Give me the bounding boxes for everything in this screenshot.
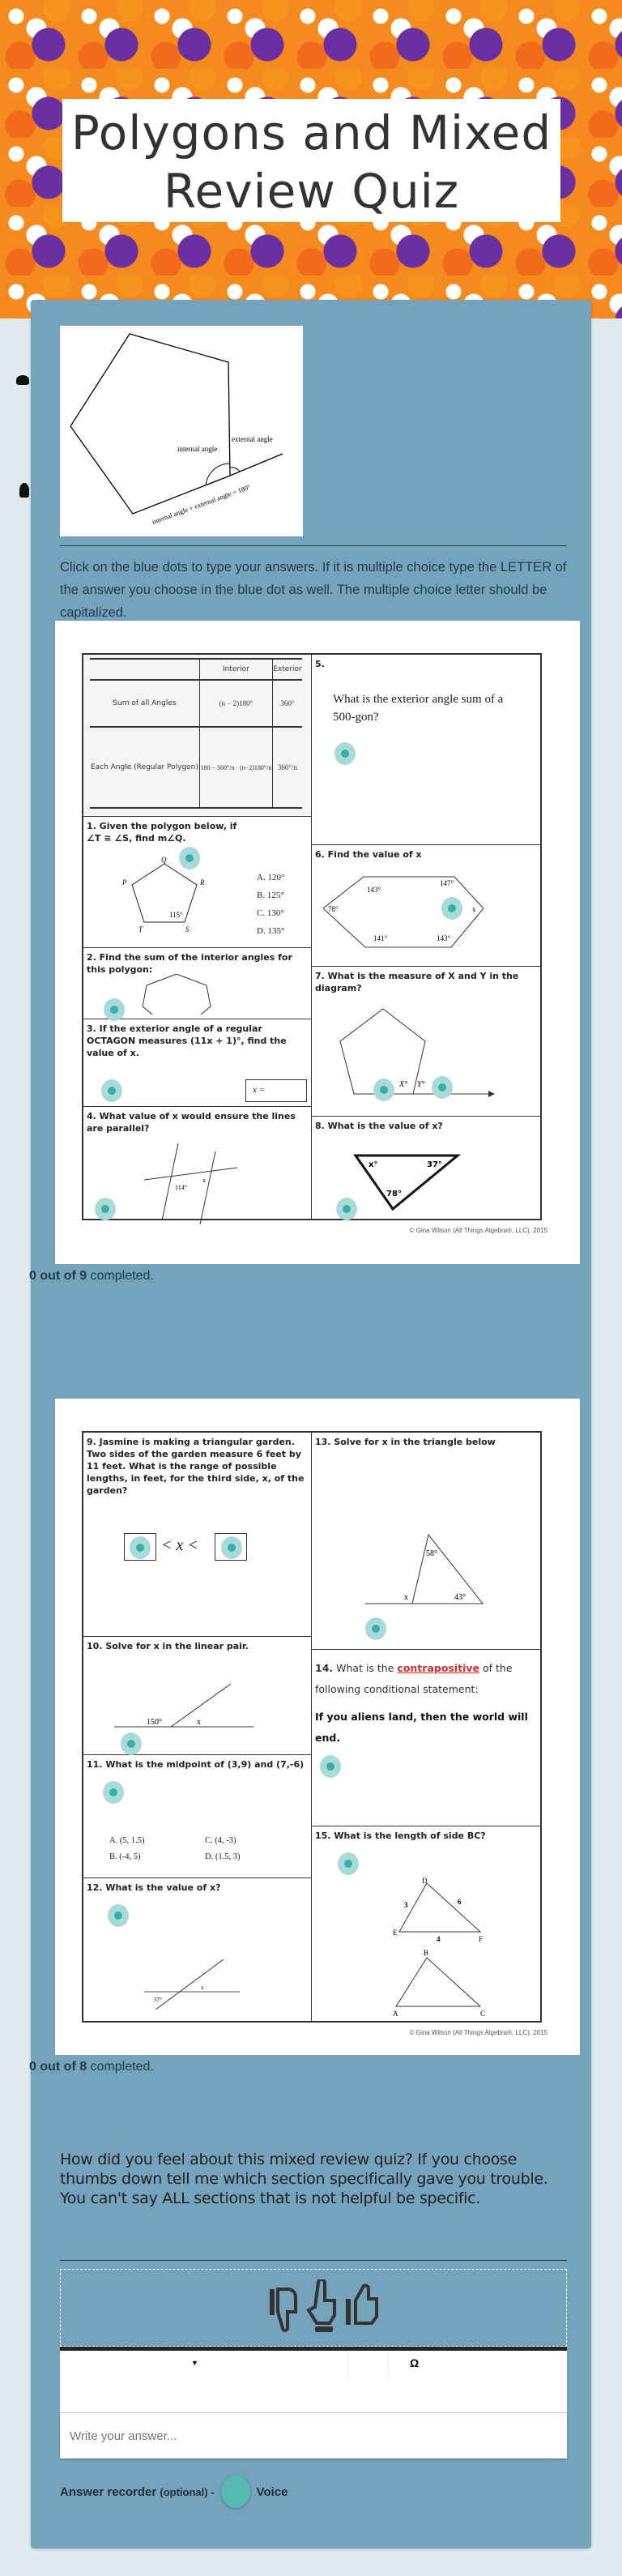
- thumbs-down-icon[interactable]: [268, 2284, 300, 2333]
- svg-text:115°: 115°: [169, 911, 183, 919]
- question-text: 12. What is the value of x?: [87, 1882, 221, 1893]
- question-10: [83, 1637, 311, 1755]
- svg-text:F: F: [479, 1935, 484, 1943]
- feedback-prompt: How did you feel about this mixed review quiz? If you choose thumbs down tell me which section specifically gave you trouble. You can't say ALL sections that is not helpful be specific.: [60, 2151, 548, 2207]
- q11-choices-right: C. (4, -3) D. (1.5, 3): [205, 1836, 241, 1861]
- answer-dot-q4[interactable]: [95, 1198, 116, 1220]
- question-text: 10. Solve for x in the linear pair.: [87, 1641, 249, 1651]
- instructions-text: Click on the blue dots to type your answers. If it is multiple choice type the LETTER of the answer you choose in the blue dot as well. The multiple choice letter should be capitalized.: [60, 560, 567, 620]
- question-11: [83, 1755, 311, 1878]
- svg-text:58°: 58°: [426, 1549, 437, 1558]
- question-text: 8. What is the value of x?: [315, 1121, 443, 1131]
- question-text: 13. Solve for x in the triangle below: [315, 1437, 496, 1447]
- question-1: [83, 817, 311, 948]
- bat-icon: [19, 483, 29, 498]
- question-text: What is the exterior angle sum of a 500-gon?: [333, 693, 504, 724]
- question-3: [83, 1019, 311, 1107]
- question-text: 11. What is the midpoint of (3,9) and (7,-6): [87, 1759, 305, 1770]
- question-text: 15. What is the length of side BC?: [315, 1831, 486, 1841]
- question-text: 2. Find the sum of the interior angles for this polygon:: [87, 952, 292, 975]
- svg-text:R: R: [200, 878, 205, 886]
- svg-text:43°: 43°: [454, 1593, 466, 1602]
- q1-choices: A. 120° B. 125° C. 130° D. 135°: [257, 873, 285, 936]
- svg-text:E: E: [393, 1929, 398, 1937]
- answer-dot-q10[interactable]: [121, 1732, 142, 1755]
- answer-dot-q7-x[interactable]: [373, 1079, 394, 1101]
- question-5: [312, 655, 540, 845]
- question-text: 3. If the exterior angle of a regular OCTAGON measures (11x + 1)°, find the value of x.: [87, 1023, 287, 1058]
- question-6: [312, 845, 540, 967]
- svg-text:37°: 37°: [427, 1160, 442, 1169]
- inequality: < x <: [161, 1536, 198, 1554]
- q11-choices-left: A. (5, 1.5) B. (-4, 5): [109, 1836, 145, 1861]
- question-4: [83, 1107, 311, 1222]
- svg-text:B: B: [424, 1949, 429, 1957]
- svg-text:X°: X°: [399, 1080, 408, 1089]
- svg-text:37°: 37°: [154, 1997, 162, 2003]
- halloween-banner: [0, 0, 622, 318]
- svg-text:141°: 141°: [373, 934, 388, 942]
- answer-dot-q12[interactable]: [108, 1904, 129, 1927]
- answer-input[interactable]: [60, 2413, 567, 2459]
- svg-text:S: S: [185, 925, 190, 933]
- answer-dot-q5[interactable]: [334, 742, 356, 765]
- divider: [60, 545, 567, 546]
- rich-text-area[interactable]: [60, 2381, 567, 2413]
- question-13: [312, 1433, 540, 1650]
- conditional-statement: If you aliens land, then the world will end.: [315, 1711, 528, 1744]
- editor-toolbar: [60, 2347, 567, 2381]
- special-characters-button[interactable]: Ω: [410, 2356, 420, 2369]
- worksheet-1: [55, 621, 580, 1264]
- question-7: [312, 967, 540, 1117]
- question-9: [83, 1433, 311, 1637]
- answer-dot-q9-high[interactable]: [221, 1536, 242, 1559]
- record-voice-button[interactable]: [221, 2476, 250, 2508]
- question-text: 14. What is the contrapositive of the following conditional statement:: [315, 1662, 513, 1695]
- svg-text:x: x: [197, 1718, 201, 1727]
- svg-text:A: A: [393, 2010, 398, 2016]
- polygon-angle-diagram: [60, 326, 303, 536]
- svg-text:P: P: [122, 878, 127, 886]
- font-dropdown-chevron-icon[interactable]: ▼: [191, 2359, 198, 2367]
- external-angle-label: external angle: [232, 435, 273, 443]
- svg-text:T: T: [138, 925, 143, 933]
- svg-text:x: x: [201, 1984, 204, 1991]
- answer-dot-q13[interactable]: [365, 1617, 386, 1640]
- question-8: [312, 1117, 540, 1222]
- svg-text:150°: 150°: [147, 1718, 162, 1727]
- bat-icon: [16, 375, 29, 385]
- question-text: 4. What value of x would ensure the lines are parallel?: [87, 1111, 296, 1134]
- svg-text:x: x: [472, 905, 476, 913]
- answer-dot-q7-y[interactable]: [432, 1076, 453, 1099]
- svg-text:D: D: [422, 1877, 428, 1885]
- title-line-1: Polygons and Mixed: [70, 105, 552, 160]
- question-12: [83, 1878, 311, 2024]
- svg-text:147°: 147°: [440, 879, 454, 887]
- pointing-hand-icon[interactable]: [305, 2279, 339, 2336]
- svg-text:C: C: [480, 2010, 486, 2016]
- svg-text:6: 6: [458, 1898, 462, 1906]
- rating-options: [60, 2269, 567, 2347]
- page-title: [62, 99, 560, 222]
- question-2: [83, 948, 311, 1019]
- svg-text:x: x: [202, 1177, 206, 1184]
- svg-text:143°: 143°: [367, 886, 381, 894]
- copyright: © Gina Wilson (All Things Algebra®, LLC), 2015: [409, 2029, 547, 2036]
- question-text: 1. Given the polygon below, if ∠T ≅ ∠S, find m∠Q.: [87, 821, 237, 844]
- title-line-2: Review Quiz: [163, 164, 460, 219]
- svg-text:78°: 78°: [328, 905, 339, 913]
- answer-dot-q6[interactable]: [441, 897, 462, 920]
- svg-text:x°: x°: [369, 1160, 378, 1169]
- svg-text:143°: 143°: [437, 934, 451, 942]
- voice-label: Voice: [256, 2484, 288, 2499]
- question-number: 5.: [315, 659, 325, 669]
- question-text: 6. Find the value of x: [315, 849, 422, 860]
- answer-dot-q15[interactable]: [338, 1852, 359, 1875]
- answer-dot-q11[interactable]: [103, 1781, 124, 1804]
- answer-dot-q9-low[interactable]: [130, 1536, 151, 1559]
- question-text: 9. Jasmine is making a triangular garden. Two sides of the garden measure 6 feet by 11 feet. What is the range of possible lengths, in feet, for the third side, x, of the garden?: [87, 1437, 305, 1496]
- svg-text:Y°: Y°: [417, 1080, 425, 1089]
- svg-text:3: 3: [404, 1901, 408, 1909]
- svg-text:114°: 114°: [175, 1184, 187, 1191]
- answer-recorder: Answer recorder (optional) - Voice: [60, 2476, 288, 2508]
- answer-dot-q3[interactable]: [101, 1079, 122, 1102]
- answer-dot-q8[interactable]: [336, 1198, 357, 1220]
- thumbs-up-icon[interactable]: [344, 2283, 380, 2331]
- question-14: [312, 1650, 540, 1826]
- svg-text:Q: Q: [161, 856, 167, 864]
- question-15: [312, 1826, 540, 2024]
- angle-sum-equation: internal angle + external angle = 180°: [151, 482, 252, 526]
- internal-angle-label: internal angle: [177, 445, 218, 453]
- question-text: 7. What is the measure of X and Y in the diagram?: [315, 971, 519, 993]
- worksheet-2: [55, 1399, 580, 2055]
- completion-status-2: 0 out of 8 completed.: [29, 2060, 154, 2074]
- x-answer-box: x =: [245, 1079, 307, 1102]
- svg-text:4: 4: [437, 1935, 441, 1943]
- divider: [60, 2260, 567, 2261]
- answer-dot-q14[interactable]: [320, 1755, 341, 1778]
- copyright: © Gina Wilson (All Things Algebra®, LLC), 2015: [409, 1227, 547, 1234]
- svg-text:x: x: [404, 1593, 408, 1602]
- svg-text:78°: 78°: [386, 1190, 402, 1198]
- formula-table: Interior Exterior Sum of all Angles (n − 2)180° 360° Each Angle (Regular Polygon) 180 − 360°/n · (n−2)180°/n 360°/n: [83, 655, 311, 817]
- completion-status-1: 0 out of 9 completed.: [29, 1269, 154, 1283]
- quiz-card: [31, 300, 591, 2548]
- answer-dot-q2[interactable]: [104, 998, 125, 1021]
